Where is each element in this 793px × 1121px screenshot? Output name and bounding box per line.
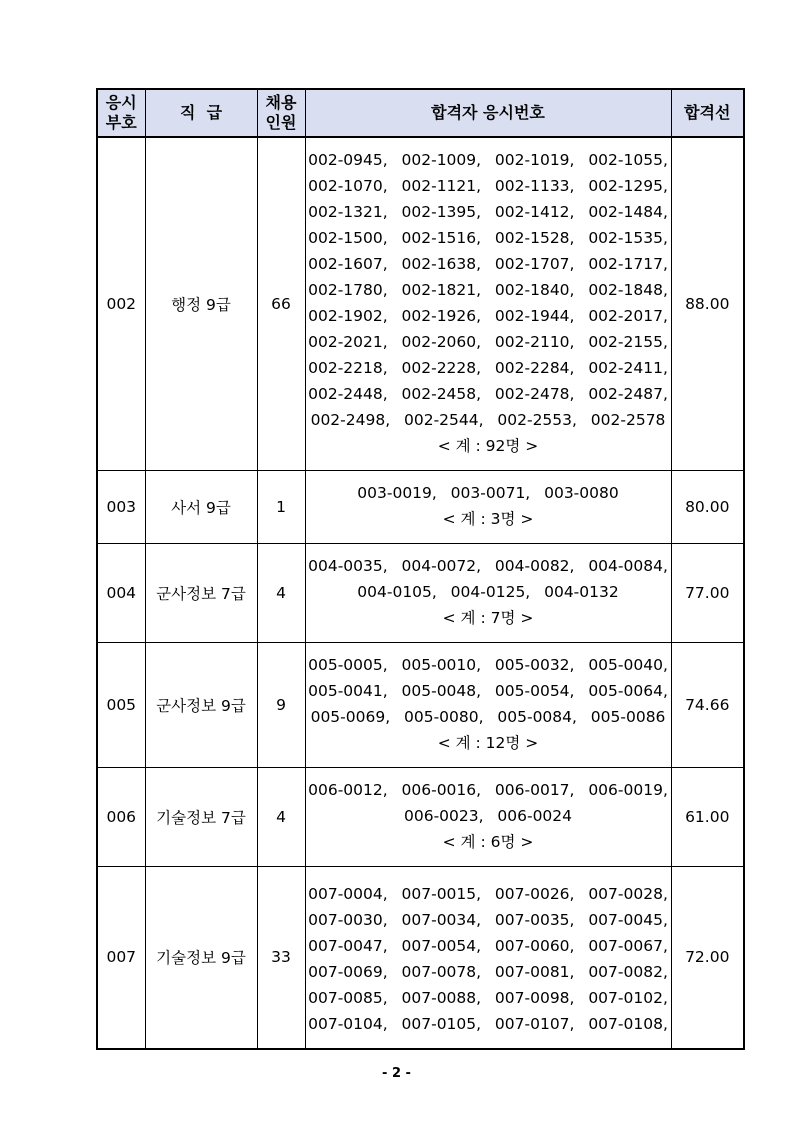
passer-count: < 계 : 6명 > — [442, 832, 534, 851]
passer-numbers-cell — [305, 866, 671, 1049]
header-row — [97, 89, 744, 137]
position-cell: 행정 9급 — [145, 137, 257, 470]
hires-cell: 1 — [257, 470, 305, 543]
cutoff-score-cell: 61.00 — [671, 767, 744, 866]
cutoff-score-cell: 88.00 — [671, 137, 744, 470]
passer-numbers-line: 007-0004, 007-0015, 007-0026, 007-0028, — [308, 884, 668, 903]
position-cell: 군사정보 7급 — [145, 543, 257, 642]
passer-count: < 계 : 3명 > — [442, 509, 534, 528]
position-cell: 기술정보 7급 — [145, 767, 257, 866]
passer-numbers-line: 005-0069, 005-0080, 005-0084, 005-0086 — [310, 707, 666, 726]
passer-numbers-line: 002-0945, 002-1009, 002-1019, 002-1055, — [308, 151, 668, 169]
hires-cell: 66 — [257, 137, 305, 470]
passer-numbers-line: 004-0105, 004-0125, 004-0132 — [357, 582, 619, 601]
passer-numbers-line: 002-1902, 002-1926, 002-1944, 002-2017, — [308, 307, 668, 325]
passer-numbers-cell — [305, 767, 671, 866]
passer-numbers-line: 002-2448, 002-2458, 002-2478, 002-2487, — [308, 385, 668, 403]
table-row — [97, 137, 744, 470]
passer-numbers-line: 005-0005, 005-0010, 005-0032, 005-0040, — [308, 655, 668, 674]
passer-numbers-line: 002-2498, 002-2544, 002-2553, 002-2578 — [310, 411, 666, 429]
passer-numbers-line: 002-1321, 002-1395, 002-1412, 002-1484, — [308, 203, 668, 221]
header-cutoff: 합격선 — [671, 89, 744, 137]
passer-numbers-line: 004-0035, 004-0072, 004-0082, 004-0084, — [308, 556, 668, 575]
cutoff-score-cell: 77.00 — [671, 543, 744, 642]
passer-numbers-line: 006-0023, 006-0024 — [403, 806, 573, 825]
table-row — [97, 543, 744, 642]
exam-code-cell: 007 — [97, 866, 145, 1049]
table-row — [97, 642, 744, 767]
table-row — [97, 767, 744, 866]
passer-numbers-line: 007-0069, 007-0078, 007-0081, 007-0082, — [308, 962, 668, 981]
passer-numbers-line: 007-0047, 007-0054, 007-0060, 007-0067, — [308, 936, 668, 955]
passer-numbers-line: 007-0104, 007-0105, 007-0107, 007-0108, — [308, 1014, 668, 1033]
page-number: - 2 - — [382, 1066, 411, 1081]
header-position: 직 급 — [145, 89, 257, 137]
passer-numbers-cell — [305, 543, 671, 642]
passer-numbers-line: 007-0030, 007-0034, 007-0035, 007-0045, — [308, 910, 668, 929]
passer-numbers-line: 002-2021, 002-2060, 002-2110, 002-2155, — [308, 333, 668, 351]
hires-cell: 4 — [257, 543, 305, 642]
header-exam-code: 응시 부호 — [97, 89, 145, 137]
passer-numbers-line: 006-0012, 006-0016, 006-0017, 006-0019, — [308, 780, 668, 799]
passer-numbers-line: 002-1070, 002-1121, 002-1133, 002-1295, — [308, 177, 668, 195]
passer-numbers-line: 003-0019, 003-0071, 003-0080 — [357, 483, 619, 502]
cutoff-score-cell: 74.66 — [671, 642, 744, 767]
table-row — [97, 470, 744, 543]
header-hires: 채용 인원 — [257, 89, 305, 137]
passer-numbers-line: 002-1607, 002-1638, 002-1707, 002-1717, — [308, 255, 668, 273]
exam-code-cell: 004 — [97, 543, 145, 642]
hires-cell: 4 — [257, 767, 305, 866]
header-passer-numbers: 합격자 응시번호 — [305, 89, 671, 137]
passer-numbers-cell — [305, 470, 671, 543]
passer-count: < 계 : 92명 > — [437, 437, 539, 455]
passer-numbers-cell — [305, 642, 671, 767]
table-row — [97, 866, 744, 1049]
hires-cell: 9 — [257, 642, 305, 767]
passer-count: < 계 : 12명 > — [437, 733, 539, 752]
cutoff-score-cell: 72.00 — [671, 866, 744, 1049]
passer-numbers-line: 005-0041, 005-0048, 005-0054, 005-0064, — [308, 681, 668, 700]
passer-numbers-line: 002-2218, 002-2228, 002-2284, 002-2411, — [308, 359, 668, 377]
passer-numbers-line: 002-1500, 002-1516, 002-1528, 002-1535, — [308, 229, 668, 247]
passer-numbers-cell — [305, 137, 671, 470]
passer-count: < 계 : 7명 > — [442, 608, 534, 627]
exam-code-cell: 006 — [97, 767, 145, 866]
hires-cell: 33 — [257, 866, 305, 1049]
results-table — [96, 88, 745, 1050]
position-cell: 사서 9급 — [145, 470, 257, 543]
passer-numbers-line: 007-0085, 007-0088, 007-0098, 007-0102, — [308, 988, 668, 1007]
exam-code-cell: 002 — [97, 137, 145, 470]
exam-code-cell: 003 — [97, 470, 145, 543]
exam-code-cell: 005 — [97, 642, 145, 767]
position-cell: 기술정보 9급 — [145, 866, 257, 1049]
position-cell: 군사정보 9급 — [145, 642, 257, 767]
cutoff-score-cell: 80.00 — [671, 470, 744, 543]
passer-numbers-line: 002-1780, 002-1821, 002-1840, 002-1848, — [308, 281, 668, 299]
